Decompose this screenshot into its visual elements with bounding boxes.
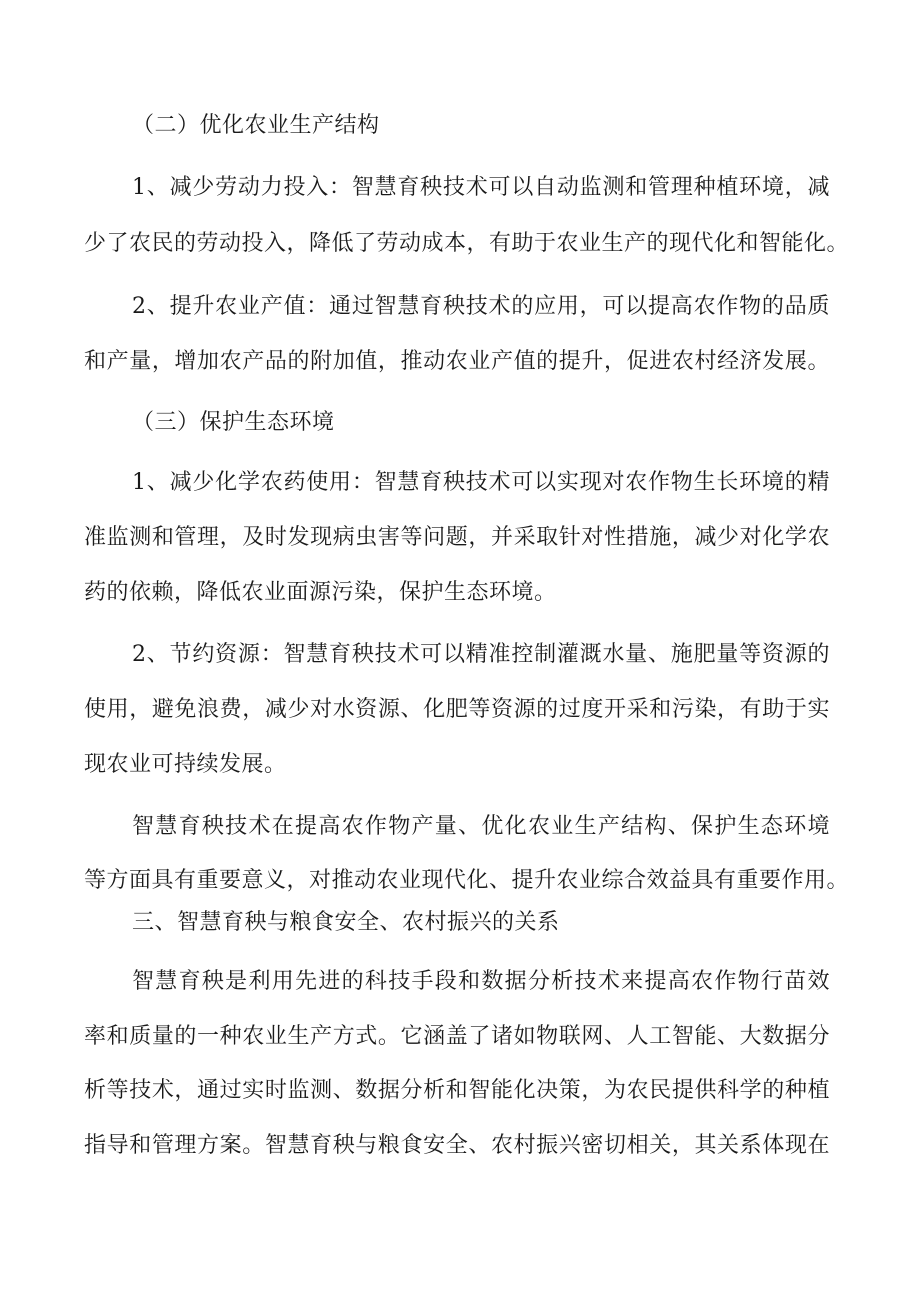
paragraph-line: 2、提升农业产值：通过智慧育秧技术的应用，可以提高农作物的品质 — [132, 294, 830, 319]
paragraph-line: 使用，避免浪费，减少对水资源、化肥等资源的过度开采和污染，有助于实 — [84, 697, 830, 722]
paragraph-line: 指导和管理方案。智慧育秧与粮食安全、农村振兴密切相关，其关系体现在 — [84, 1133, 830, 1158]
paragraph-line: 1、减少化学农药使用：智慧育秧技术可以实现对农作物生长环境的精 — [132, 470, 830, 495]
paragraph-line: 率和质量的一种农业生产方式。它涵盖了诸如物联网、人工智能、大数据分 — [84, 1024, 830, 1049]
section-title: 三、智慧育秧与粮食安全、农村振兴的关系 — [132, 910, 560, 935]
paragraph-line: 析等技术，通过实时监测、数据分析和智能化决策，为农民提供科学的种植 — [84, 1078, 830, 1103]
paragraph-line: 和产量，增加农产品的附加值，推动农业产值的提升，促进农村经济发展。 — [84, 349, 830, 374]
subheading-optimize-structure: （二）优化农业生产结构 — [132, 113, 380, 138]
paragraph-line: 等方面具有重要意义，对推动农业现代化、提升农业综合效益具有重要作用。 — [84, 868, 850, 893]
paragraph-line: 药的依赖，降低农业面源污染，保护生态环境。 — [84, 580, 557, 605]
paragraph-line: 2、节约资源：智慧育秧技术可以精准控制灌溉水量、施肥量等资源的 — [132, 642, 830, 667]
paragraph-line: 现农业可持续发展。 — [84, 752, 287, 777]
paragraph-line: 智慧育秧是利用先进的科技手段和数据分析技术来提高农作物行苗效 — [132, 969, 830, 994]
paragraph-line: 1、减少劳动力投入：智慧育秧技术可以自动监测和管理种植环境，减 — [132, 175, 830, 200]
paragraph-line: 少了农民的劳动投入，降低了劳动成本，有助于农业生产的现代化和智能化。 — [84, 231, 850, 256]
subheading-protect-ecology: （三）保护生态环境 — [132, 410, 335, 435]
paragraph-line: 智慧育秧技术在提高农作物产量、优化农业生产结构、保护生态环境 — [132, 814, 830, 839]
paragraph-line: 准监测和管理，及时发现病虫害等问题，并采取针对性措施，减少对化学农 — [84, 525, 830, 550]
